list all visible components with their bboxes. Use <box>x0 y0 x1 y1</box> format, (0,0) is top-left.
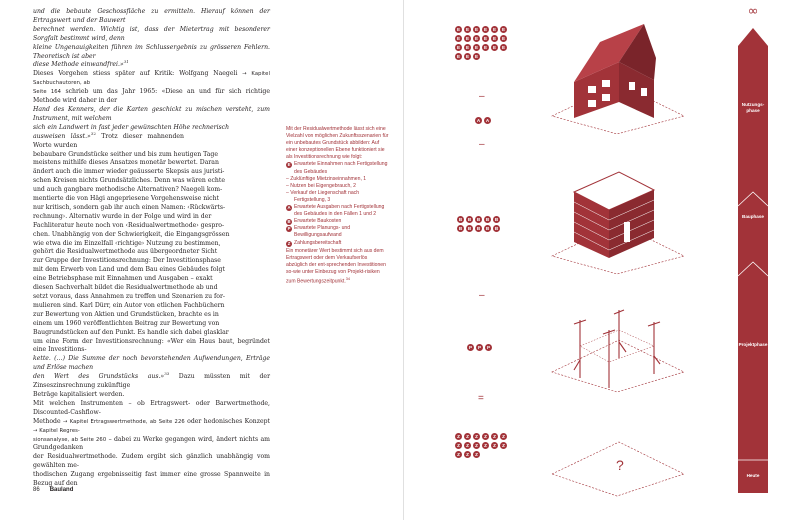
margin-note-item: P Erwartete Planungs- und Bewilligungsaufwand <box>287 225 351 239</box>
phase-arrow <box>738 28 768 493</box>
bubble-e: E <box>474 45 479 50</box>
bubble-p: P <box>477 345 482 350</box>
bubble-e: E <box>492 27 497 32</box>
bullet-p: P <box>287 226 291 232</box>
bubble-e: E <box>483 36 488 41</box>
text-line: bebaubare Grundstücke seither und bis zum heutigen Tage <box>33 150 218 158</box>
bubble-e: E <box>465 54 470 59</box>
text-line: schen Kreisen nichts Grundsätzliches. Denn was wären echte <box>33 177 225 185</box>
text-line: setzt voraus, dass Annahmen zu treffen und Szenarien zu for- <box>33 293 225 300</box>
margin-note-item: A Erwartete Ausgaben nach Fertigstellung des Gebäudes in den Fällen 1 und 2 <box>287 204 385 218</box>
bubble-z: Z <box>455 442 462 449</box>
text-line: ausweisen lässt.» <box>33 132 91 140</box>
page-number: 86 <box>33 487 40 493</box>
bubble-e: E <box>465 36 470 41</box>
text-line: Baugrundstücken auf den Punkt. Es handle sich dabei glasklar <box>33 328 229 336</box>
text-line: kleine Ungenauigkeiten führen im Schlussergebnis zu grösseren Fehlern. Theoretisch ist aber <box>33 43 270 60</box>
footnote-ref[interactable]: 31 <box>123 59 129 65</box>
bullet-b: B <box>287 219 291 225</box>
bubble-a: A <box>485 118 490 123</box>
margin-note-item: E Erwartete Einnahmen nach Fertigstellung des Gebäudes <box>287 161 388 175</box>
margin-note-outro: Ein monetärer Wert bestimmt sich aus dem Ertragswert oder dem Verkaufserlös abzüglich der ent-sprechenden Investitionen so-wie unter Einbezug von Projekt-risiken zum Bewertungszeitpunkt.$^{34}$ <box>286 247 386 285</box>
bullet-a: A <box>287 205 291 211</box>
bubble-z: Z <box>500 433 507 440</box>
margin-note <box>286 125 389 286</box>
bubble-b: B <box>467 217 472 222</box>
bubble-b: B <box>494 226 499 231</box>
bubble-b: B <box>476 226 481 231</box>
text-line: mentierte die von Hägi angepriesene Vorgehensweise nicht <box>33 195 219 203</box>
text-line: diese Methode einwandfrei.» <box>33 61 124 69</box>
bubble-e: E <box>456 54 461 59</box>
text-line: eine Betriebsphase mit Einnahmen und Ausgaben – exakt <box>33 275 213 283</box>
text-line: sich ein Landwert in fast jeder gewünschten Höhe rechnerisch <box>33 123 230 131</box>
bubble-e: E <box>465 27 470 32</box>
text-line: Dazu müssten mit der Zinseszinsrechnung zukünftige <box>33 373 270 390</box>
footnote-ref[interactable]: 32 <box>90 130 96 136</box>
bubble-e: E <box>474 54 479 59</box>
text-line: meistens mithilfe dieses Ansatzes monetär bewertet. Daran <box>33 159 219 167</box>
bubble-p: P <box>486 345 491 350</box>
staking-posts-illustration <box>534 300 694 394</box>
text-line: kette. (…) Die Summe der noch bevorstehenden Aufwendungen, Erträge und Erlöse machen <box>33 355 270 372</box>
cross-reference[interactable]: → Kapitel Sachbuchautoren, ab <box>33 71 270 87</box>
margin-note-intro: Mit der Residualwertmethode lässt sich eine Vielzahl von möglichen Zukunftsszenarien für ein unbebautes Grundstück abbilden: Auf einer konzeptionellen Ebene funktioniert sie als Investitionsrechnung wie folgt: <box>286 126 389 161</box>
page-footer <box>33 487 73 493</box>
bubble-z: Z <box>491 442 498 449</box>
text-line: um eine Form der Investitionsrechnung: «Wer ein Haus baut, begründet eine Investitions- <box>33 337 270 354</box>
bubble-b: B <box>458 217 463 222</box>
text-line: gehört die Residualwertmethode aus übergeordneter Sicht <box>33 248 218 256</box>
bubble-z: Z <box>464 442 471 449</box>
text-line: Methode <box>33 417 61 425</box>
text-line: Trotz dieser mahnenden Worte wurden <box>33 132 184 149</box>
text-line: ändert auch die immer wieder geäusserte Skepsis aus juristi- <box>33 168 225 176</box>
brick-shell-illustration <box>534 158 694 276</box>
text-line: berechnet werden. Wichtig ist, dass der Mietertrag mit besonderer Sorgfalt bestimmt wird, denn <box>33 25 270 42</box>
text-line: rechnung›. Alternativ wurde in der Folge und wird in der <box>33 212 212 220</box>
phase-label-build: Bauphase <box>742 214 764 219</box>
cross-reference[interactable]: → Kapitel Ertragswertmethode, ab Seite 226 <box>63 418 185 425</box>
bubble-e: E <box>483 27 488 32</box>
bubble-p: P <box>468 345 473 350</box>
bubble-e: E <box>474 27 479 32</box>
margin-note-item: Z Zahlungsbereitschaft <box>287 239 342 246</box>
cross-reference[interactable]: Seite 164 <box>33 89 62 96</box>
bubble-z: Z <box>464 451 471 458</box>
bubble-a: A <box>476 118 481 123</box>
bubble-e: E <box>501 27 506 32</box>
text-line: chen. Unabhängig von der Schwierigkeit, die Eingangsgrössen <box>33 230 230 238</box>
willingness-bubbles <box>455 433 509 458</box>
bubble-b: B <box>485 217 490 222</box>
text-line: nur kritisch, sondern gab ihr auch einen Namen: ‹Rückwärts- <box>33 203 226 211</box>
text-line: wie etwa die im Einzelfall ‹richtige› Nutzung zu bestimmen, <box>33 239 221 247</box>
body-text <box>33 8 270 489</box>
bubble-b: B <box>494 217 499 222</box>
bubble-z: Z <box>473 442 480 449</box>
margin-note-item: – Verkauf der Liegenschaft nach Fertigstellung, 3 <box>286 189 360 203</box>
bubble-e: E <box>456 27 461 32</box>
text-line: Fachliteratur heute noch von ‹Residualwertmethode› gespro- <box>33 221 225 229</box>
section-title: Bauland <box>49 487 74 493</box>
planning-bubbles <box>467 344 497 351</box>
right-page <box>404 0 809 520</box>
construction-bubbles <box>457 216 507 232</box>
bubble-e: E <box>456 45 461 50</box>
text-line: zur Gruppe der Investitionsrechnung: Der Investitionsphase <box>33 257 221 265</box>
left-page <box>0 0 404 520</box>
bubble-z: Z <box>482 442 489 449</box>
bubble-e: E <box>492 45 497 50</box>
cross-reference[interactable]: → Kapitel Regres- <box>33 427 80 434</box>
margin-note-item: B Erwartete Baukosten <box>287 218 342 225</box>
bubble-z: Z <box>491 433 498 440</box>
footnote-ref[interactable]: 34 <box>345 276 350 281</box>
bubble-z: Z <box>455 451 462 458</box>
margin-note-item: – Nutzen bei Eigengebrauch, 2 <box>286 182 356 189</box>
text-line: Beträge kapitalisiert werden. <box>33 390 125 398</box>
text-line: diesen Sachverhalt bildet die Residualwertmethode ab und <box>33 284 218 292</box>
text-line: mit dem Erwerb von Land und dem Bau eines Gebäudes folgt <box>33 266 225 274</box>
bubble-e: E <box>474 36 479 41</box>
text-line: schrieb um das Jahr 1965: «Diese an und für sich richtige Methode wird daher in der <box>33 88 271 105</box>
bubble-e: E <box>492 36 497 41</box>
text-line: Hand des Kenners, der die Karten geschickt zu mischen versteht, zum Instrument, mit welchem <box>33 105 270 122</box>
phase-label-project: Projektphase <box>738 342 768 347</box>
bullet-z: Z <box>287 240 291 246</box>
bubble-e: E <box>456 36 461 41</box>
bubble-z: Z <box>455 433 462 440</box>
bubble-z: Z <box>464 433 471 440</box>
phase-label-use: Nutzungs- phase <box>741 102 765 113</box>
text-line: Dieses Vorgehen stiess später auf Kritik: Wolfgang Naegeli <box>33 70 238 78</box>
text-line: einem um 1960 veröffentlichten Beitrag zur Bewertung von <box>33 319 220 327</box>
text-line: Mit welchen Instrumenten – ob Ertragswert- oder Barwertmethode, Discounted-Cashflow- <box>33 399 270 416</box>
text-line: mulieren sind. Karl Dürr, ein Autor von etlichen Fachbüchern <box>33 301 225 309</box>
bullet-e: E <box>287 162 291 168</box>
empty-plot-illustration <box>534 430 694 500</box>
bubble-z: Z <box>473 433 480 440</box>
text-line: und auch gangbare methodische Alternativen? Naegeli kom- <box>33 186 223 194</box>
text-line: zur Bewertung von Aktien und Grundstücken, brachte es in <box>33 310 219 318</box>
minus-sign: – <box>479 139 485 150</box>
income-bubbles <box>455 26 509 60</box>
infinity-symbol: ∞ <box>747 4 759 19</box>
bubble-z: Z <box>500 442 507 449</box>
bubble-b: B <box>485 226 490 231</box>
text-line: thodischen Zugang ergebnisseitig fast immer eine grosse Spannweite in Bezug auf den <box>33 471 270 488</box>
bubble-z: Z <box>482 433 489 440</box>
expense-bubbles <box>475 117 495 124</box>
footnote-ref[interactable]: 33 <box>164 371 170 377</box>
bubble-z: Z <box>473 451 480 458</box>
bubble-e: E <box>501 36 506 41</box>
text-line: – dabei zu Werke gegangen wird, ändert nichts am Grundgedanken <box>33 435 270 452</box>
text-line: oder hedonisches Konzept <box>187 417 270 425</box>
bubble-e: E <box>483 45 488 50</box>
equals-sign: = <box>478 393 484 404</box>
bubble-b: B <box>458 226 463 231</box>
question-mark: ? <box>616 457 624 473</box>
minus-sign: – <box>479 290 485 301</box>
text-line: der Residualwertmethode. Zudem ergibt sich gänzlich unabhängig vom gewählten me- <box>33 453 270 470</box>
bubble-b: B <box>467 226 472 231</box>
bubble-e: E <box>501 45 506 50</box>
margin-note-item: – Zuklünftige Mietzinseinnahmen, 1 <box>286 175 367 182</box>
bubble-b: B <box>476 217 481 222</box>
text-line: den Wert des Grundstücks aus.» <box>33 373 165 381</box>
house-illustration <box>534 22 694 134</box>
text-line: und die bebaute Geschossfläche zu ermitteln. Hierauf können der Ertragswert und der Bauwert <box>33 8 270 24</box>
bubble-e: E <box>465 45 470 50</box>
phase-label-today: Heute <box>746 473 760 478</box>
minus-sign: – <box>479 91 485 102</box>
cross-reference[interactable]: sionsanalyse, ab Seite 260 <box>33 436 107 443</box>
